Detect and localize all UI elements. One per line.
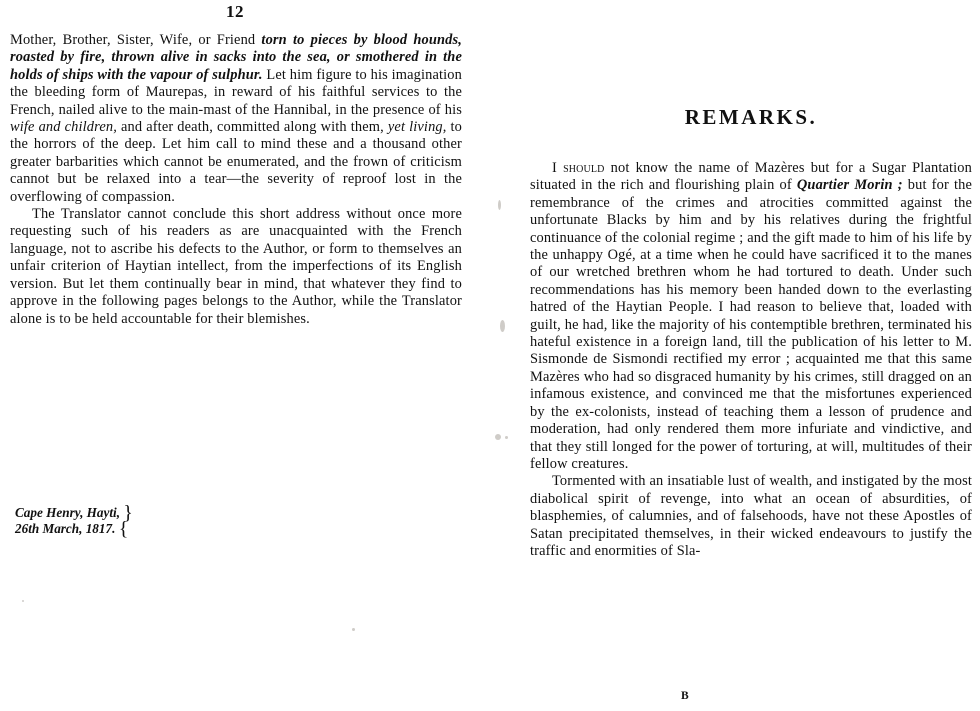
remark1-run3: but for the remembrance of the crimes and atrocities committed against the unfortunate Blacks by him and by his relatives during the frightful continuance of the colonial regime ; and the gift made to him of his life by the unhappy Ogé, at a time when he could have sacrificed it to the manes of our wretched brethren whom he had tortured to death. Under such recommendations has his memory been handed down to the everlasting hatred of the Haytian People. I had reason to believe that, loaded with guilt, he had, like the majority of his contemptible brethren, terminated his hateful existence in a foreign land, till the publication of his letter to M. Sismonde de Sismondi rectified my error ; acquainted me that this same Mazères who had so disgraced humanity by his crimes, still dragged on an infamous existence, and convinced me that the misfortunes experienced by the ex-colonists, instead of teaching them a lesson of prudence and moderation, had only rendered them more infuriate and vindictive, and that they still longed for the power of torturing, at will, multitudes of their fellow creatures. <box>530 177 972 472</box>
paragraph-remark-mazeres <box>530 160 972 473</box>
scan-speckle <box>500 320 505 332</box>
colophon-block <box>15 502 275 540</box>
paragraph-translator-disclaimer: The Translator cannot conclude this short address without once more requesting such of his readers as are unacquainted with the French language, not to ascribe his defects to the Author, or form to themselves an unfair criterion of Haytian intellect, from the imperfections of its English version. But let them continually bear in mind, that whatever they find to approve in the following pages belongs to the Author, while the Translator alone is to be held accountable for their blemishes. <box>10 206 462 327</box>
para1-italic-3: yet living, <box>387 119 447 136</box>
colophon-date: 26th March, 1817. <box>15 521 116 536</box>
colophon-line-2 <box>15 518 275 540</box>
para1-lead-italic: torn to pieces by blood hounds, roasted by fire, thrown alive in sacks into the sea, or smothered in the holds of ships with the vapour of sulphur. <box>10 32 462 83</box>
remark1-run1: I <box>552 160 564 176</box>
colophon-line-1 <box>15 502 275 524</box>
colophon-place: Cape Henry, Hayti, <box>15 505 120 520</box>
remark1-run2: not know the name of Mazères but for a Sugar Plantation situated in the rich and flourishing plain of <box>530 160 972 194</box>
para1-rest-3: to the horrors of the deep. Let him call to mind these and a thousand other greater barbarities which cannot be enumerated, and the frown of criticism cannot but be relaxed into a tear—the severity of reproof lost in the overflowing of compassion. <box>10 119 463 205</box>
remark1-italic-quartier-morin: Quartier Morin ; <box>796 177 903 194</box>
brace-top: } <box>123 502 133 524</box>
page-number: 12 <box>226 2 244 21</box>
remark1-smallcaps: should <box>563 160 605 176</box>
right-text-column <box>530 105 972 560</box>
paragraph-translator-appeal <box>10 32 462 206</box>
remarks-heading: REMARKS. <box>684 105 818 129</box>
scan-speckle <box>22 600 24 602</box>
para1-rest: Let him figure to his imagination the bleeding form of Maurepas, in reward of his faithful services to the French, nailed alive to the main-mast of the Hannibal, in the presence of his <box>10 66 462 118</box>
signature-mark: B <box>681 690 690 702</box>
brace-bottom: { <box>118 518 129 540</box>
para1-rest-2: and after death, committed along with them, <box>116 119 388 136</box>
paragraph-remark-tormented: Tormented with an insatiable lust of wealth, and instigated by the most diabolical spirit of revenge, into what an ocean of absurdities, of blasphemies, of calumnies, and of falsehoods, have not these Apostles of Satan precipitated themselves, in their wicked endeavours to justify the traffic and enormities of Sla- <box>530 473 972 559</box>
scan-speckle <box>352 628 355 631</box>
scan-speckle <box>498 200 501 210</box>
scan-speckle <box>495 434 501 440</box>
para1-italic-2: wife and children, <box>10 119 117 136</box>
left-text-column <box>10 32 462 328</box>
scan-speckle <box>505 436 508 439</box>
para1-lead-plain: Mother, Brother, Sister, Wife, or Friend <box>10 32 262 48</box>
